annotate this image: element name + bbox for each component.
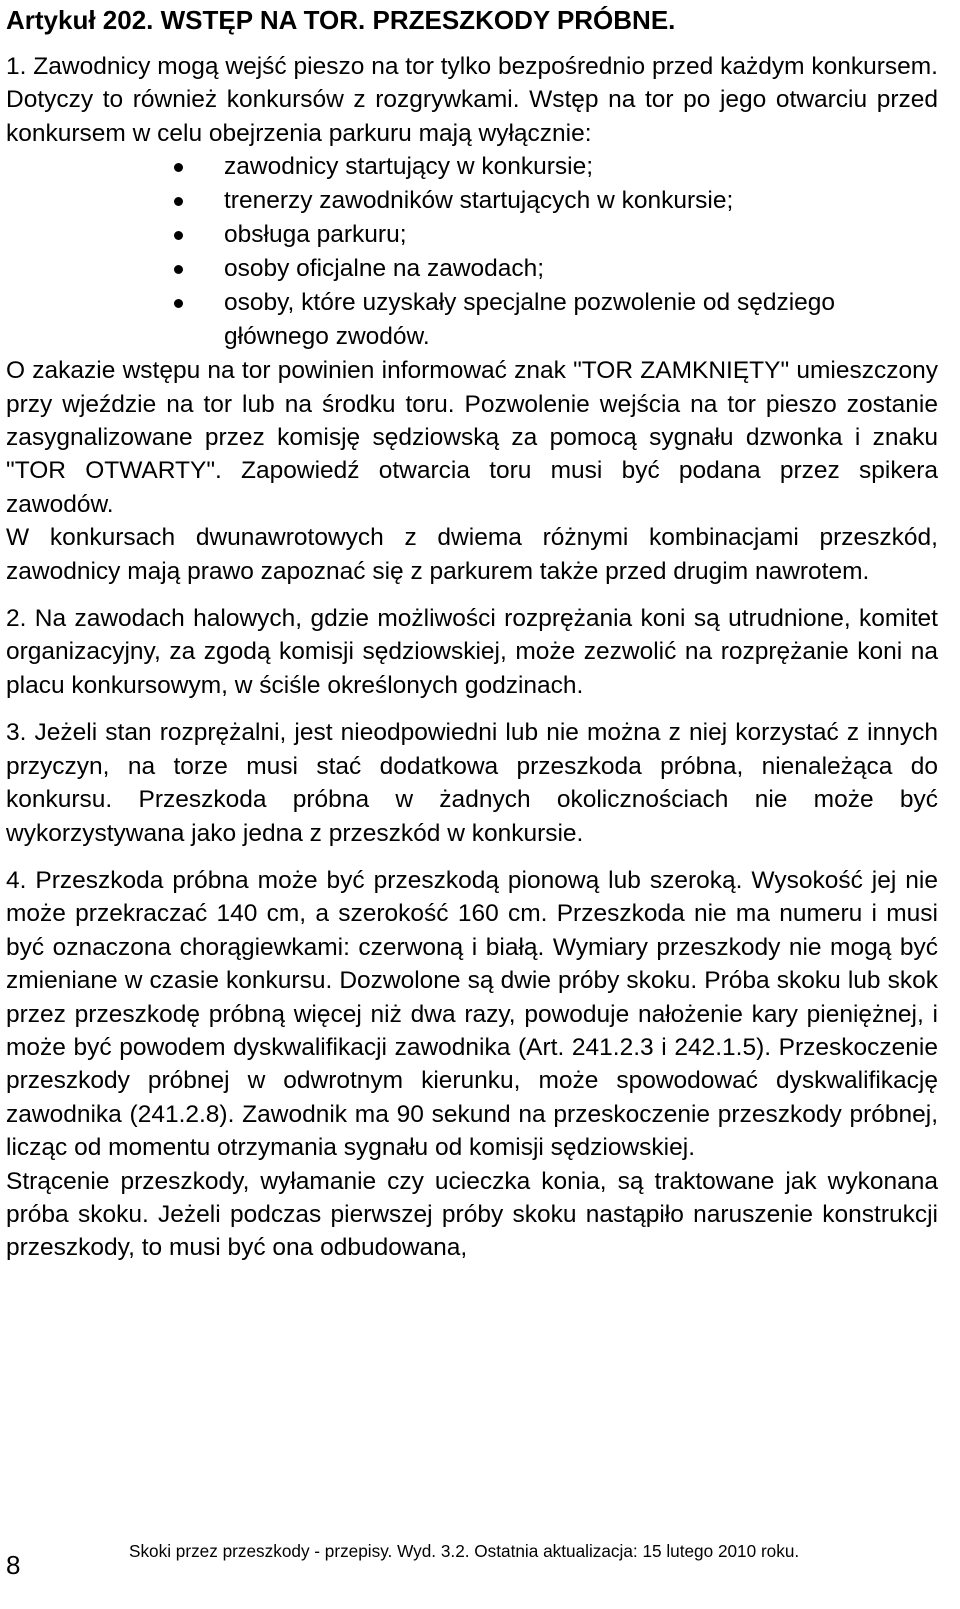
section-3: 3. Jeżeli stan rozprężalni, jest nieodpowiedni lub nie można z niej korzystać z innych przyczyn, na torze musi stać dodatkowa przeszkoda próbna, nienależąca do konkursu. Przeszkoda próbna w żadnych okolicznościach nie może być wykorzystywana jako jedna z przeszkód w konkursie. [6, 719, 938, 847]
list-item: osoby, które uzyskały specjalne pozwolenie od sędziego głównego zwodów. [224, 286, 938, 354]
article-title: Artykuł 202. WSTĘP NA TOR. PRZESZKODY PRÓBNE. [6, 5, 676, 35]
document-page [6, 0, 938, 1265]
page-number: 8 [6, 1550, 21, 1580]
section-4: 4. Przeszkoda próbna może być przeszkodą pionową lub szeroką. Wysokość jej nie może przekraczać 140 cm, a szerokość 160 cm. Przeszkoda nie ma numeru i musi być oznaczona chorągiewkami: czerwoną i białą. Wymiary przeszkody nie mogą być zmieniane w czasie konkursu. Dozwolone są dwie próby skoku. Próba skoku lub skok przez przeszkodę próbną więcej niż dwa razy, powoduje nałożenie kary pieniężnej, i może być powodem dyskwalifikacji zawodnika (Art. 241.2.3 i 242.1.5). Przeskoczenie przeszkody próbnej w odwrotnym kierunku, może spowodować dyskwalifikację zawodnika (241.2.8). Zawodnik ma 90 sekund na przeskoczenie przeszkody próbnej, licząc od momentu otrzymania sygnału od komisji sędziowskiej. [6, 866, 938, 1162]
footer-text: Skoki przez przeszkody - przepisy. Wyd. 3.2. Ostatnia aktualizacja: 15 lutego 2010 roku. [129, 1541, 800, 1561]
list-item: obsługa parkuru; [224, 218, 938, 252]
entitled-persons-list [6, 150, 938, 354]
list-item: zawodnicy startujący w konkursie; [224, 150, 938, 184]
list-item: osoby oficjalne na zawodach; [224, 252, 938, 286]
section-1-two-round: W konkursach dwunawrotowych z dwiema różnymi kombinacjami przeszkód, zawodnicy mają prawo zapoznać się z parkurem także przed drugim nawrotem. [6, 524, 938, 585]
page-footer [0, 1540, 960, 1600]
section-1-closed-sign: O zakazie wstępu na tor powinien informować znak "TOR ZAMKNIĘTY" umieszczony przy wjeździe na tor lub na środku toru. Pozwolenie wejścia na tor pieszo zostanie zasygnalizowane przez komisję sędziowską za pomocą sygnału dzwonka i znaku "TOR OTWARTY". Zapowiedź otwarcia toru musi być podana przez spikera zawodów. [6, 357, 938, 518]
section-1-intro: 1. Zawodnicy mogą wejść pieszo na tor tylko bezpośrednio przed każdym konkursem. Dotyczy to również konkursów z rozgrywkami. Wstęp na tor po jego otwarciu przed konkursem w celu obejrzenia parkuru mają wyłącznie: [6, 53, 938, 147]
list-item: trenerzy zawodników startujących w konkursie; [224, 184, 938, 218]
section-4-continued: Strącenie przeszkody, wyłamanie czy ucieczka konia, są traktowane jak wykonana próba skoku. Jeżeli podczas pierwszej próby skoku nastąpiło naruszenie konstrukcji przeszkody, to musi być ona odbudowana, [6, 1167, 938, 1262]
section-2: 2. Na zawodach halowych, gdzie możliwości rozprężania koni są utrudnione, komitet organizacyjny, za zgodą komisji sędziowskiej, może zezwolić na rozprężanie koni na placu konkursowym, w ściśle określonych godzinach. [6, 605, 938, 699]
